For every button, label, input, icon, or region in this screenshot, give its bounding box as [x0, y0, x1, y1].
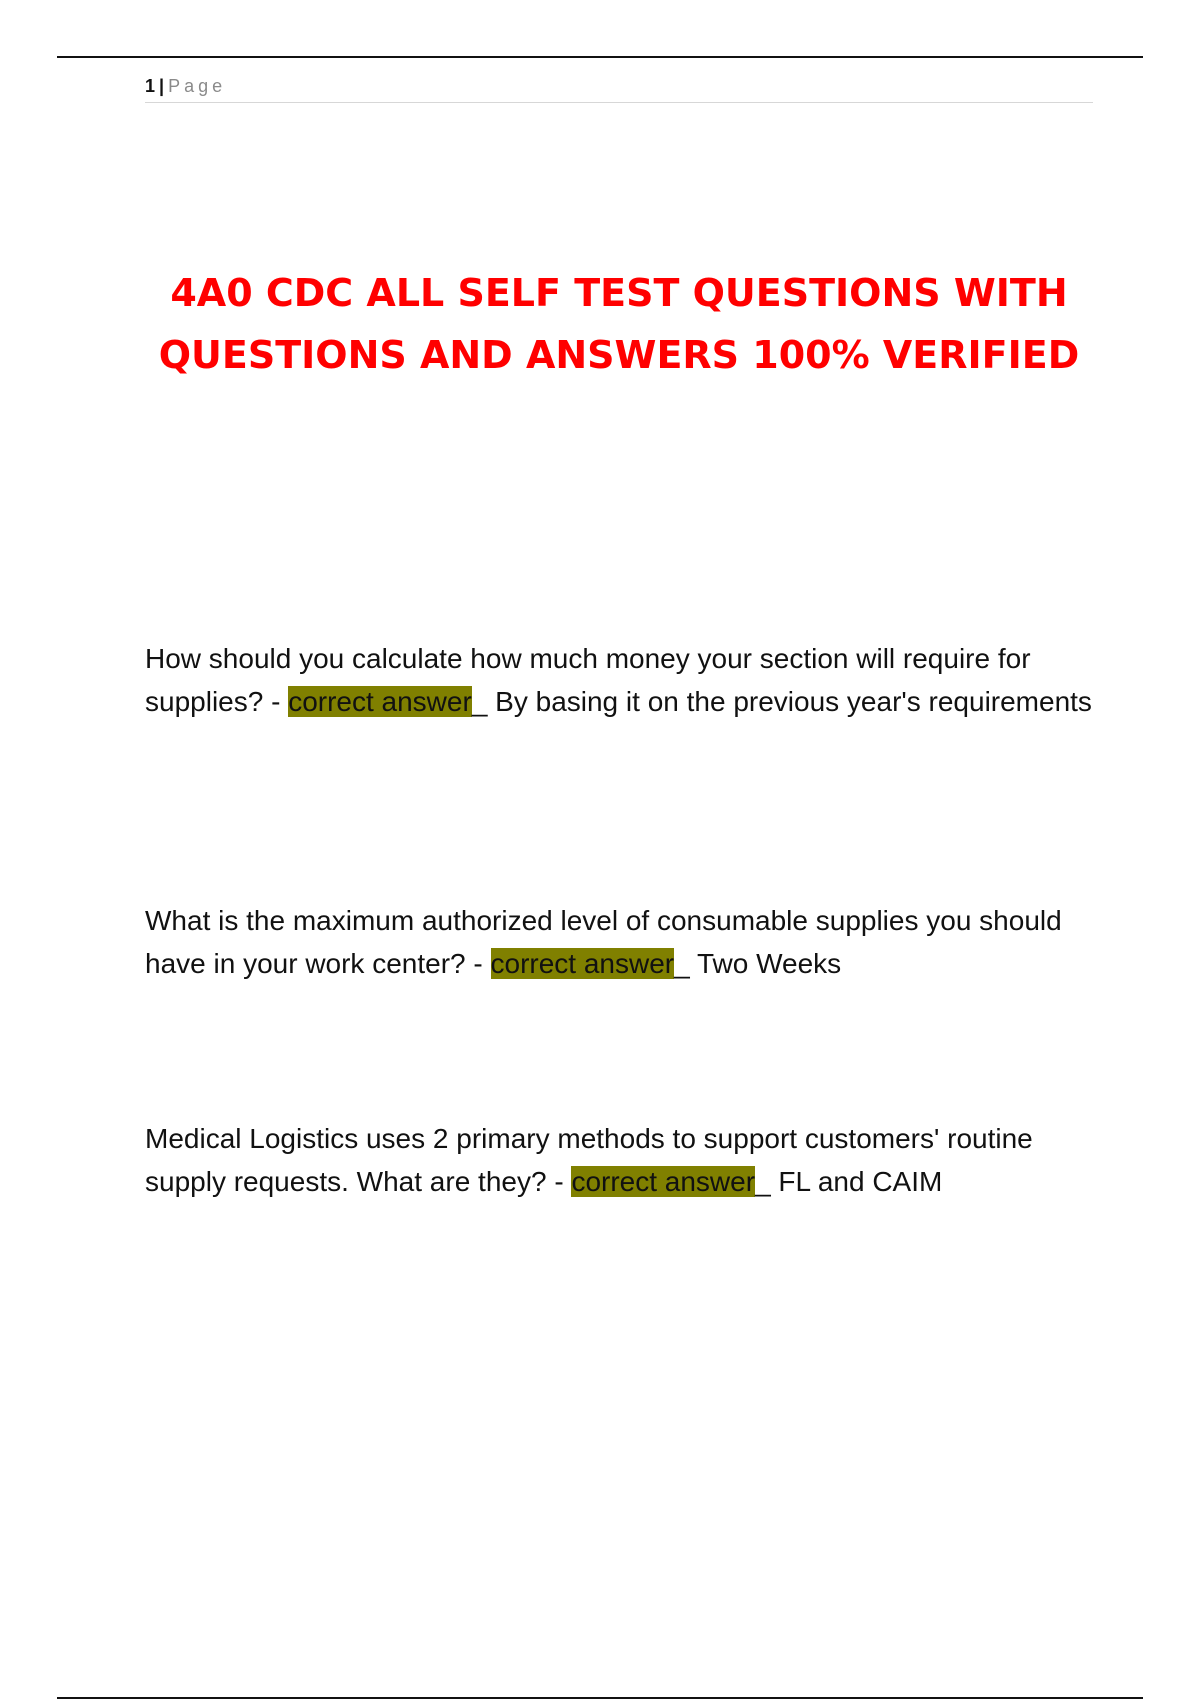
question-text: How should you calculate how much money your section will require for supplies? -: [145, 643, 1031, 717]
top-rule: [57, 56, 1143, 58]
page-separator: |: [159, 76, 165, 96]
answer-text: _ Two Weeks: [674, 948, 842, 979]
bottom-rule: [57, 1697, 1143, 1699]
answer-text: _ FL and CAIM: [755, 1166, 943, 1197]
page-label: Page: [168, 76, 227, 96]
question-text: What is the maximum authorized level of consumable supplies you should have in your work center? -: [145, 905, 1062, 979]
question-text: Medical Logistics uses 2 primary methods to support customers' routine supply requests. What are they? -: [145, 1123, 1033, 1197]
qa-item: [145, 899, 1095, 985]
answer-marker: correct answer: [288, 686, 472, 717]
page-number: 1: [145, 76, 156, 96]
qa-item: [145, 637, 1095, 723]
answer-marker: correct answer: [571, 1166, 756, 1197]
page-header: [145, 74, 1093, 103]
answer-marker: correct answer: [490, 948, 675, 979]
document-title: 4A0 CDC ALL SELF TEST QUESTIONS WITH QUESTIONS AND ANSWERS 100% VERIFIED: [158, 271, 1080, 377]
qa-item: [145, 1117, 1095, 1203]
answer-text: _ By basing it on the previous year's requirements: [471, 686, 1092, 717]
